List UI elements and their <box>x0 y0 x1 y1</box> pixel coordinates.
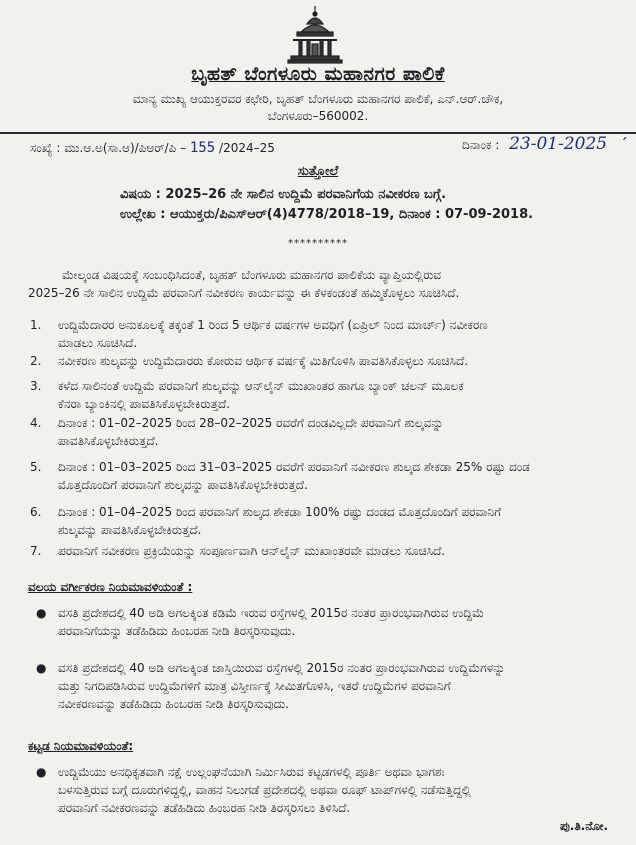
date-handwritten: 23-01-2025 <box>509 134 608 154</box>
reference-number-suffix: /2024–25 <box>219 141 275 155</box>
list-item <box>30 316 488 352</box>
bullet-item <box>36 604 484 640</box>
tick-mark: ˊ <box>620 135 628 154</box>
bullet-text: ಬಳಸುತ್ತಿರುವ ಬಗ್ಗೆ ದೂರುಗಳಿದ್ದಲ್ಲಿ, ವಾಹನ ನಿಲುಗಡೆ ಪ್ರದೇಶದಲ್ಲಿ ಅಥವಾ ರೂಫ್ ಟಾಪ್‌ಗಳಲ್ಲಿ ನಡೆಸುತ್ತಿದ್ದಲ್ಲಿ <box>58 783 471 797</box>
reference-number-prefix: ಸಂಖ್ಯೆ : ಮು.ಆ.ಅ(ಸಾ.ಆ)/ಪಿಆರ್/ಪಿ – <box>30 141 187 155</box>
date-field <box>462 134 607 154</box>
bullet-dot: ● <box>36 765 47 779</box>
list-item-text: ಉದ್ದಿಮೆದಾರರ ಅನುಕೂಲಕ್ಕೆ ತಕ್ಕಂತೆ 1 ರಿಂದ 5 ಆರ್ಥಿಕ ವರ್ಷಗಳ ಅವಧಿಗೆ (ಏಪ್ರಿಲ್ ನಿಂದ ಮಾರ್ಚ್) ನವೀಕರಣ <box>58 318 488 332</box>
circular-title: ಸುತ್ತೋಲೆ <box>297 164 339 179</box>
address-line-1: ಮಾನ್ಯ ಮುಖ್ಯ ಆಯುಕ್ತರವರ ಕಛೇರಿ, ಬೃಹತ್ ಬೆಂಗಳೂರು ಮಹಾನಗರ ಪಾಲಿಕೆ, ಎನ್.ಆರ್.ಚೌಕ, <box>132 92 504 106</box>
bullet-dot: ● <box>36 606 47 620</box>
date-label: ದಿನಾಂಕ : <box>462 138 500 152</box>
bullet-text: ವಸತಿ ಪ್ರದೇಶದಲ್ಲಿ 40 ಅಡಿ ಅಗಲಕ್ಕಿಂತ ಕಡಿಮೆ ಇರುವ ರಸ್ತೆಗಳಲ್ಲಿ 2015ರ ನಂತರ ಪ್ರಾರಂಭವಾಗಿರುವ ಉದ್ದಿಮೆ <box>58 606 484 620</box>
intro-line-1: ಮೇಲ್ಕಂಡ ವಿಷಯಕ್ಕೆ ಸಂಬಂಧಿಸಿದಂತೆ, ಬೃಹತ್ ಬೆಂಗಳೂರು ಮಹಾನಗರ ಪಾಲಿಕೆಯ ವ್ಯಾಪ್ತಿಯಲ್ಲಿರುವ <box>62 268 442 282</box>
page-turn-note: ಪು.ತಿ.ನೋ. <box>560 819 609 833</box>
bullet-text: ನವೀಕರಣವನ್ನು ತಡೆಹಿಡಿದು ಹಿಂಬರಹ ನೀಡಿ ತಿರಸ್ಕರಿಸುವುದು. <box>58 697 289 711</box>
list-item <box>30 377 464 413</box>
bullet-text: ಉದ್ದಿಮೆಯು ಅನಧಿಕೃತವಾಗಿ ನಕ್ಷೆ ಉಲ್ಲಂಘನೆಯಾಗಿ ನಿರ್ಮಿಸಿರುವ ಕಟ್ಟಡಗಳಲ್ಲಿ ಪೂರ್ತಿ ಅಥವಾ ಭಾಗಶಃ <box>58 765 445 779</box>
bullet-text: ಪರವಾನಿಗೆಯನ್ನು ತಡೆಹಿಡಿದು ಹಿಂಬರಹ ನೀಡಿ ತಿರಸ್ಕರಿಸುವುದು. <box>58 624 296 638</box>
reference-number <box>30 140 275 156</box>
list-item-text: ಮೊತ್ತದೊಂದಿಗೆ ಪರವಾನಿಗೆ ಶುಲ್ಕವನ್ನು ಪಾವತಿಸಿಕೊಳ್ಳಬೇಕಿರುತ್ತದೆ. <box>58 478 308 492</box>
list-item-text: ಕೆನರಾ ಬ್ಯಾಂಕಿನಲ್ಲಿ ಪಾವತಿಸಿಕೊಳ್ಳಬೇಕಿರುತ್ತದೆ. <box>58 397 231 411</box>
org-name: ಬೃಹತ್ ಬೆಂಗಳೂರು ಮಹಾನಗರ ಪಾಲಿಕೆ <box>191 63 445 85</box>
building-heading: ಕಟ್ಟಡ ನಿಯಮಾವಳಿಯಂತೆ: <box>28 739 134 753</box>
bbmp-temple-emblem-icon <box>285 4 345 66</box>
intro-line-2: 2025–26 ನೇ ಸಾಲಿನ ಉದ್ದಿಮೆ ಪರವಾನಿಗೆ ನವೀಕರಣ ಕಾರ್ಯವನ್ನು ಈ ಕೆಳಕಂಡಂತೆ ಹಮ್ಮಿಕೊಳ್ಳಲು ಸೂಚಿಸಿದೆ. <box>28 286 460 300</box>
list-item <box>30 542 446 560</box>
bullet-text: ವಸತಿ ಪ್ರದೇಶದಲ್ಲಿ 40 ಅಡಿ ಅಗಲಕ್ಕಿಂತ ಜಾಸ್ತಿಯಿರುವ ರಸ್ತೆಗಳಲ್ಲಿ 2015ರ ನಂತರ ಪ್ರಾರಂಭವಾಗಿರುವ ಉದ್ದಿಮೆಗಳನ್ನು <box>58 661 506 675</box>
list-item-number: 1. <box>30 318 42 332</box>
address-line-2: ಬೆಂಗಳೂರು–560002. <box>267 109 369 123</box>
reference-line: ಉಲ್ಲೇಖ : ಆಯುಕ್ತರು/ಪಿಎಸ್ಆರ್(4)4778/2018–19, ದಿನಾಂಕ : 07-09-2018. <box>120 207 534 222</box>
bullet-text: ಮತ್ತು ನಿಗದಿಪಡಿಸಿರುವ ಉದ್ದಿಮೆಗಳಿಗೆ ಮಾತ್ರ ವಿಸ್ತೀರ್ಣಕ್ಕೆ ಸೀಮಿತಗೊಳಿಸಿ, ಇತರೆ ಉದ್ದಿಮೆಗಳ ಪರವಾನಿಗೆ <box>58 679 451 693</box>
list-item-text: ಕಳೆದ ಸಾಲಿನಂತೆ ಉದ್ದಿಮೆ ಪರವಾನಿಗೆ ಶುಲ್ಕವನ್ನು ಆನ್‌ಲೈನ್ ಮುಖಾಂತರ ಹಾಗೂ ಬ್ಯಾಂಕ್ ಚಲನ್ ಮೂಲಕ <box>58 379 464 393</box>
list-item-text: ಪಾವತಿಸಿಕೊಳ್ಳಬೇಕಿರುತ್ತದೆ. <box>58 434 159 448</box>
list-item <box>30 352 469 370</box>
list-item-number: 6. <box>30 505 42 519</box>
list-item-number: 7. <box>30 544 42 558</box>
zoning-heading: ವಲಯ ವರ್ಗೀಕರಣ ನಿಯಮಾವಳಿಯಂತೆ : <box>28 580 193 594</box>
list-item <box>30 503 502 539</box>
separator-stars: ********** <box>288 238 348 249</box>
list-item-text: ಶುಲ್ಕವನ್ನು ಪಾವತಿಸಿಕೊಳ್ಳಬೇಕಿರುತ್ತದೆ. <box>58 523 202 537</box>
list-item-text: ದಿನಾಂಕ : 01–03–2025 ರಿಂದ 31–03–2025 ರವರೆಗೆ ಪರವಾನಿಗೆ ನವೀಕರಣ ಶುಲ್ಕದ ಶೇಕಡಾ 25% ರಷ್ಟು ದಂಡ <box>58 460 530 474</box>
list-item-number: 4. <box>30 416 42 430</box>
reference-number-handwritten: 155 <box>189 140 216 156</box>
list-item-text: ನವೀಕರಣ ಶುಲ್ಕವನ್ನು ಉದ್ದಿಮೆದಾರರು ಕೋರುವ ಆರ್ಥಿಕ ವರ್ಷಕ್ಕೆ ಮಿತಿಗೊಳಿಸಿ ಪಾವತಿಸಿಕೊಳ್ಳಲು ಸೂಚಿಸಿದೆ. <box>58 354 469 368</box>
list-item-text: ದಿನಾಂಕ : 01–02–2025 ರಿಂದ 28–02–2025 ರವರೆಗೆ ದಂಡವಿಲ್ಲದೇ ಪರವಾನಿಗೆ ಶುಲ್ಕವನ್ನು <box>58 416 444 430</box>
list-item-text: ದಿನಾಂಕ : 01–04–2025 ರಿಂದ ಪರವಾನಿಗೆ ಶುಲ್ಕದ ಶೇಕಡಾ 100% ರಷ್ಟು ದಂಡದ ಮೊತ್ತದೊಂದಿಗೆ ಪರವಾನಿಗೆ <box>58 505 502 519</box>
bullet-dot: ● <box>36 661 47 675</box>
subject-line: ವಿಷಯ : 2025–26 ನೇ ಸಾಲಿನ ಉದ್ದಿಮೆ ಪರವಾನಿಗೆಯ ನವೀಕರಣ ಬಗ್ಗೆ. <box>120 187 447 202</box>
list-item <box>30 458 530 494</box>
list-item-text: ಪರವಾನಿಗೆ ನವೀಕರಣ ಪ್ರಕ್ರಿಯೆಯನ್ನು ಸಂಪೂರ್ಣವಾಗಿ ಆನ್‌ಲೈನ್ ಮುಖಾಂತರವೇ ಮಾಡಲು ಸೂಚಿಸಿದೆ. <box>58 544 446 558</box>
bullet-item <box>36 659 506 713</box>
list-item <box>30 414 444 450</box>
bullet-item <box>36 763 471 817</box>
list-item-number: 2. <box>30 354 42 368</box>
list-item-number: 3. <box>30 379 42 393</box>
list-item-text: ಮಾಡಲು ಸೂಚಿಸಿದೆ. <box>58 336 138 350</box>
list-item-number: 5. <box>30 460 42 474</box>
bullet-text: ಪರವಾನಿಗೆ ನವೀಕರಣವನ್ನು ತಡೆಹಿಡಿದು ಹಿಂಬರಹ ನೀಡಿ ತಿರಸ್ಕರಿಸಲು ತಿಳಿಸಿದೆ. <box>58 801 351 815</box>
